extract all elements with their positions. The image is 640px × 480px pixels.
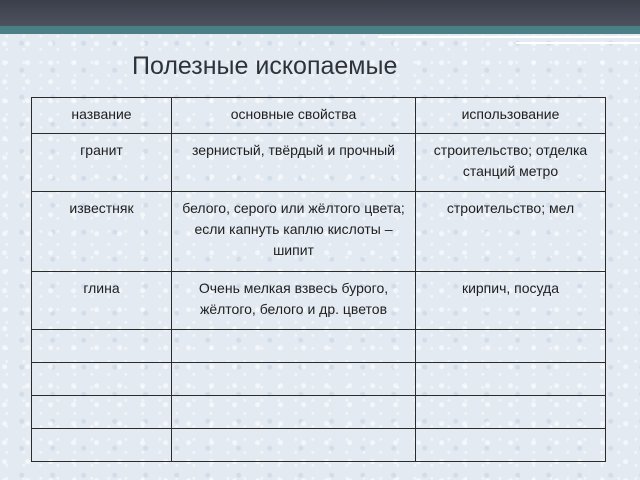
cell-name: гранит — [32, 134, 172, 192]
empty-row — [32, 363, 606, 396]
empty-cell — [416, 396, 606, 429]
cell-usage: кирпич, посуда — [416, 272, 606, 330]
cell-properties: Очень мелкая взвесь бурого, жёлтого, белого и др. цветов — [172, 272, 416, 330]
cell-name: глина — [32, 272, 172, 330]
cell-usage: строительство; отделка станций метро — [416, 134, 606, 192]
empty-cell — [32, 429, 172, 462]
empty-cell — [172, 429, 416, 462]
accent-band — [0, 26, 640, 34]
header-row — [32, 98, 606, 134]
empty-row — [32, 429, 606, 462]
cell-name: известняк — [32, 192, 172, 272]
empty-cell — [416, 363, 606, 396]
minerals-table — [31, 97, 606, 462]
empty-cell — [172, 363, 416, 396]
table-row — [32, 192, 606, 272]
decorative-rule — [516, 42, 640, 44]
cell-properties: белого, серого или жёлтого цвета; если капнуть каплю кислоты – шипит — [172, 192, 416, 272]
table-row — [32, 272, 606, 330]
empty-cell — [32, 396, 172, 429]
decorative-rule — [378, 36, 640, 38]
empty-cell — [416, 330, 606, 363]
top-bar — [0, 0, 640, 26]
empty-cell — [172, 396, 416, 429]
slide-title: Полезные ископаемые — [132, 52, 398, 80]
empty-row — [32, 330, 606, 363]
empty-cell — [172, 330, 416, 363]
empty-cell — [416, 429, 606, 462]
cell-usage: строительство; мел — [416, 192, 606, 272]
header-properties: основные свойства — [172, 98, 416, 134]
empty-row — [32, 396, 606, 429]
empty-cell — [32, 363, 172, 396]
cell-properties: зернистый, твёрдый и прочный — [172, 134, 416, 192]
header-name: название — [32, 98, 172, 134]
header-usage: использование — [416, 98, 606, 134]
empty-cell — [32, 330, 172, 363]
table-row — [32, 134, 606, 192]
